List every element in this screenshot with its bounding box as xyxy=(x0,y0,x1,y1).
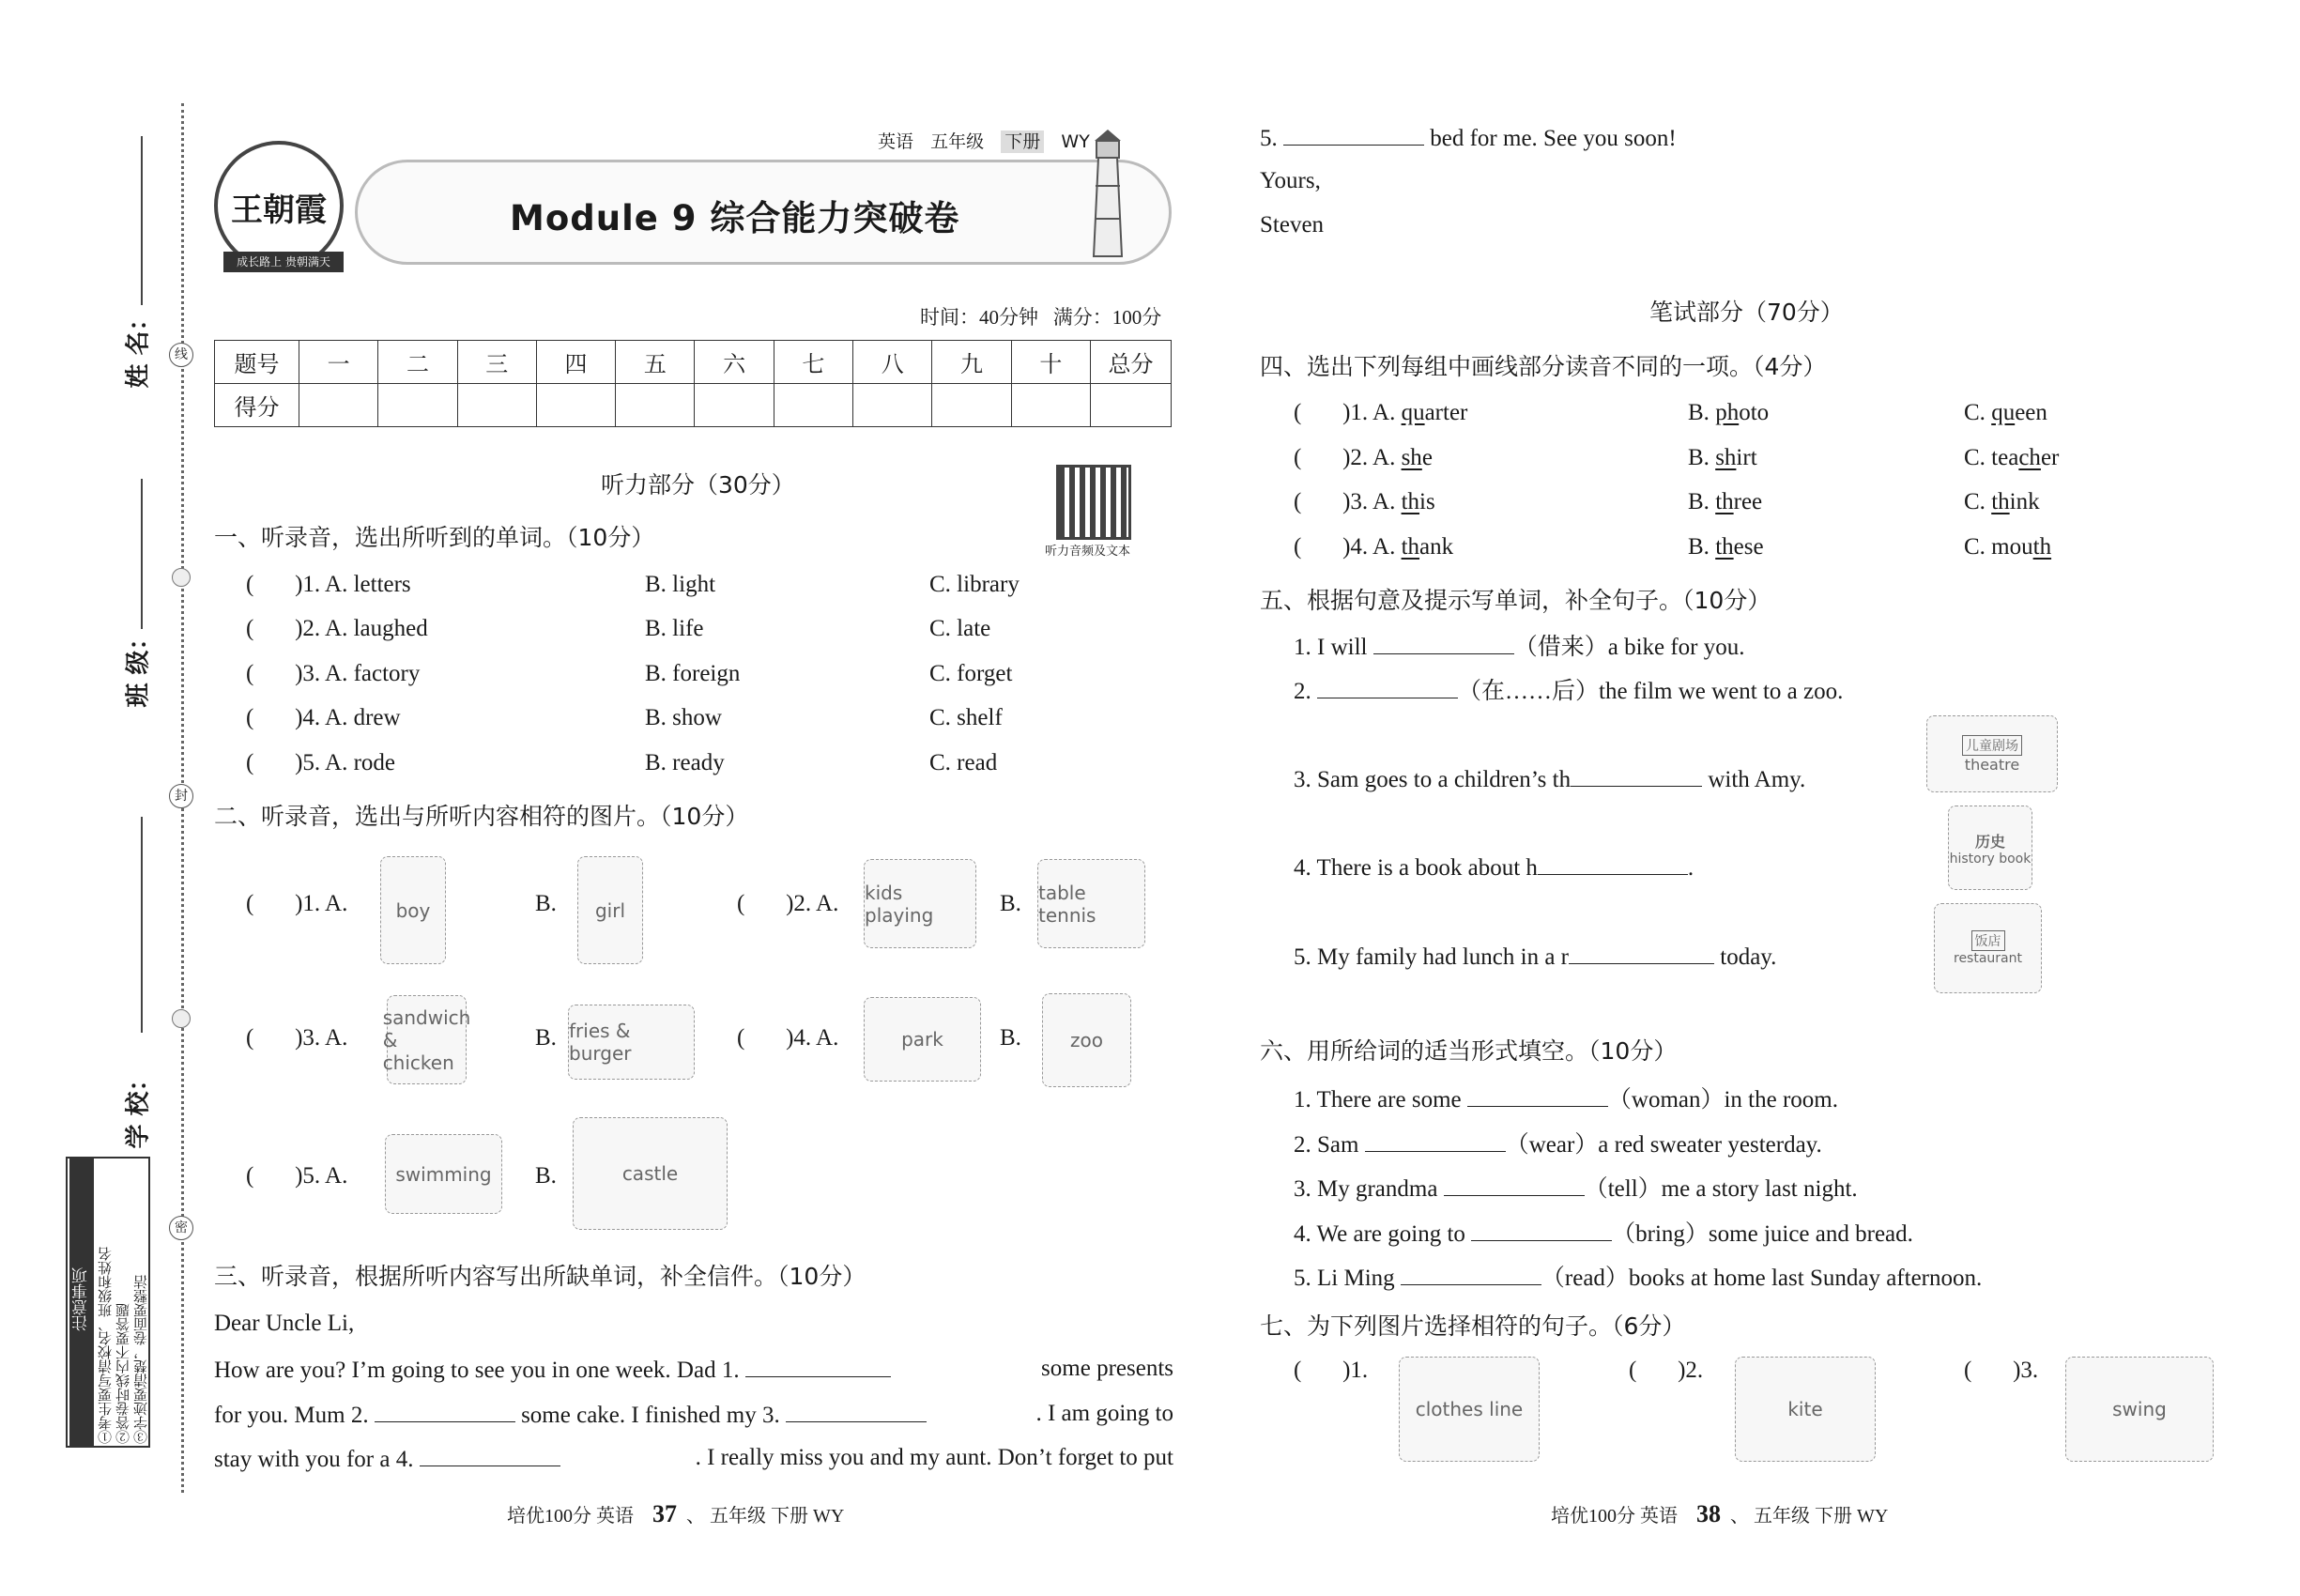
s4-label: )3. A. xyxy=(1342,489,1402,514)
s5-text: （在……后）the film we went to a zoo. xyxy=(1458,679,1844,704)
name-label: 姓 名： xyxy=(124,306,153,389)
tag-edition: WY xyxy=(1061,131,1090,152)
s4-item: ( )1. A. quarter xyxy=(1294,400,1468,425)
s4-label: )4. A. xyxy=(1342,534,1402,560)
score-table-header-row xyxy=(215,341,1172,384)
letter-salutation: Dear Uncle Li, xyxy=(214,1311,355,1336)
s4-underline: th xyxy=(1715,489,1734,514)
answer-blank[interactable] xyxy=(1571,766,1702,787)
s4-rest: e xyxy=(1421,445,1433,470)
s4-pre: B. xyxy=(1688,489,1716,514)
tag-grade: 五年级 xyxy=(930,131,985,152)
letter-line-4 xyxy=(1260,125,1677,150)
page-title: Module 9 综合能力突破卷 xyxy=(510,198,960,238)
s2-pic-park xyxy=(864,997,981,1082)
s2-b-label: B. xyxy=(535,1025,557,1051)
s7-pic-swing xyxy=(2065,1357,2214,1462)
s4-rest: is xyxy=(1419,489,1435,514)
score-table-cell: 总分 xyxy=(1091,341,1172,384)
s7-pic-caption: kite xyxy=(1787,1398,1823,1420)
s4-rest: arter xyxy=(1424,400,1468,425)
s4-item: ( )2. A. she xyxy=(1294,445,1433,470)
s2-pic-caption: park xyxy=(901,1028,943,1051)
score-input-cell[interactable] xyxy=(932,384,1011,427)
s1-option-b: B. life xyxy=(645,616,704,641)
binding-circle xyxy=(172,1009,191,1028)
s4-item: ( )4. A. thank xyxy=(1294,534,1454,560)
footer-left xyxy=(507,1500,844,1528)
footer-right xyxy=(1551,1500,1888,1528)
s4-pre: C. xyxy=(1964,400,1992,425)
school-label: 学 校： xyxy=(124,1067,153,1149)
s1-title: 一、听录音，选出所听到的单词。（10分） xyxy=(214,524,655,551)
s2-pic-caption: girl xyxy=(594,898,626,922)
score-input-cell[interactable] xyxy=(299,384,378,427)
s1-option-c: C. late xyxy=(929,616,991,641)
s5-text: （借来）a bike for you. xyxy=(1513,635,1745,660)
s4-pre: B. xyxy=(1688,445,1716,470)
written-title: 笔试部分（70分） xyxy=(1649,299,1844,326)
s6-text: 1. There are some xyxy=(1294,1087,1462,1113)
s2-pic-zoo xyxy=(1042,993,1131,1087)
score-table-cell: 七 xyxy=(774,341,852,384)
score-input-cell[interactable] xyxy=(1091,384,1172,427)
letter-signature: Steven xyxy=(1260,212,1325,238)
s5-text: today. xyxy=(1720,944,1777,970)
s4-underline: sh xyxy=(1401,445,1422,470)
s5-text: . xyxy=(1687,855,1694,881)
s5-q2 xyxy=(1294,678,1843,703)
s7-pic-caption: clothes line xyxy=(1415,1398,1524,1420)
s4-rest: ree xyxy=(1733,489,1763,514)
s4-underline: sh xyxy=(1715,445,1737,470)
s5-q5 xyxy=(1294,944,1776,969)
s2-pic-caption: swimming xyxy=(395,1162,492,1186)
brand-banner xyxy=(223,252,344,272)
s5-q1 xyxy=(1294,634,1745,659)
s1-option-c: C. shelf xyxy=(929,705,1003,730)
notice-item xyxy=(114,1162,130,1444)
letter-text: 5. xyxy=(1260,126,1278,151)
s4-option-c xyxy=(1964,535,2051,559)
s2-q4: ( )4. A. xyxy=(737,1025,839,1051)
s2-q5: ( )5. A. xyxy=(246,1163,348,1189)
s4-label: )1. A. xyxy=(1342,400,1402,425)
school-line xyxy=(141,817,143,1033)
s6-text: （woman）in the room. xyxy=(1607,1087,1838,1113)
answer-blank[interactable] xyxy=(1401,1265,1541,1285)
s4-rest: ink xyxy=(2009,489,2040,514)
listening-title: 听力部分（30分） xyxy=(601,471,795,499)
s2-q2-label: )2. A. xyxy=(786,891,839,916)
notice-title xyxy=(69,1159,94,1446)
footer-text: 培优100分 英语 xyxy=(507,1506,634,1527)
notice-item-text: ①考生要写清校名、班级和姓名 xyxy=(99,1247,114,1444)
s2-pic-caption: zoo xyxy=(1070,1029,1103,1051)
exam-time-text: 时间：40分钟 xyxy=(920,306,1038,329)
header-tags xyxy=(878,128,1090,153)
s4-rest: ank xyxy=(1419,534,1454,560)
class-label: 班 级： xyxy=(124,625,153,708)
s7-q1: ( )1. xyxy=(1294,1358,1369,1383)
score-table-cell: 十 xyxy=(1011,341,1090,384)
footer-text: 、 五年级 下册 WY xyxy=(686,1506,845,1527)
s6-text: （wear）a red sweater yesterday. xyxy=(1505,1132,1822,1158)
exam-time xyxy=(920,308,1161,328)
notice-item-text: ②答卷时线内不要答题 xyxy=(116,1303,131,1444)
letter-text: some presents xyxy=(1041,1356,1173,1381)
s1-option-c: C. forget xyxy=(929,661,1013,686)
s5-text: with Amy. xyxy=(1708,767,1806,792)
score-table-cell: 题号 xyxy=(215,341,299,384)
answer-blank[interactable] xyxy=(1365,1131,1506,1152)
answer-blank[interactable] xyxy=(1317,678,1458,698)
name-line xyxy=(141,136,143,305)
tag-term: 下册 xyxy=(1001,130,1044,153)
s7-title: 七、为下列图片选择相符的句子。（6分） xyxy=(1260,1312,1686,1340)
score-input-cell[interactable] xyxy=(536,384,615,427)
s2-pic-girl xyxy=(577,856,643,964)
score-table-cell: 八 xyxy=(853,341,932,384)
s2-q3: ( )3. A. xyxy=(246,1025,348,1051)
s7-pic-clothesline xyxy=(1399,1357,1540,1462)
letter-text: How are you? I’m going to see you in one week. Dad 1. xyxy=(214,1358,740,1383)
answer-blank[interactable] xyxy=(786,1402,927,1422)
cut-mark-text: 密 xyxy=(175,1220,188,1235)
s1-option-a: )4. A. drew xyxy=(295,705,401,730)
s2-pic-caption: kids playing xyxy=(865,881,934,927)
letter-line-2 xyxy=(214,1402,1173,1427)
score-input-cell[interactable] xyxy=(695,384,774,427)
s2-q1: ( )1. A. xyxy=(246,891,348,916)
s1-option-c: C. read xyxy=(929,750,998,775)
answer-blank[interactable] xyxy=(375,1402,515,1422)
s2-q2: ( )2. A. xyxy=(737,891,839,916)
s5-text: 4. There is a book about h xyxy=(1294,855,1538,881)
s4-rest: ese xyxy=(1733,534,1764,560)
s5-text: 3. Sam goes to a children’s th xyxy=(1294,767,1572,792)
score-input-cell[interactable] xyxy=(457,384,536,427)
s2-pic-caption: fries & burger xyxy=(569,1020,632,1065)
letter-closing: Yours, xyxy=(1260,168,1321,193)
s5-q4 xyxy=(1294,854,1694,880)
s2-b-label: B. xyxy=(535,1163,557,1189)
qr-code-icon[interactable] xyxy=(1056,465,1131,540)
s4-underline: qu xyxy=(1401,400,1425,425)
letter-text: . I really miss you and my aunt. Don’t forget to put xyxy=(695,1445,1173,1470)
score-table-score-row xyxy=(215,384,1172,427)
score-table xyxy=(214,340,1172,427)
s4-rest: een xyxy=(2015,400,2047,425)
s5-pic-caption: restaurant xyxy=(1954,951,2022,966)
s1-option-b: B. light xyxy=(645,572,716,597)
s2-pic-kids xyxy=(864,859,976,948)
s4-rest: oto xyxy=(1739,400,1770,425)
s2-pic-caption: sandwich & chicken xyxy=(382,1005,471,1074)
cut-mark-text: 线 xyxy=(175,347,188,362)
s5-pic-sign: 儿童剧场 xyxy=(1962,735,2022,756)
letter-text: . I am going to xyxy=(1035,1401,1173,1426)
notice-title-text: 注意事项 xyxy=(72,1267,91,1331)
letter-line-1 xyxy=(214,1357,1173,1382)
s1-option-a: )2. A. laughed xyxy=(295,616,428,641)
cut-mark-text: 封 xyxy=(175,789,188,804)
s4-underline: th xyxy=(2032,534,2052,560)
s6-text: 5. Li Ming xyxy=(1294,1266,1395,1291)
s6-text: 3. My grandma xyxy=(1294,1176,1438,1202)
s1-item: ( )5. A. rode xyxy=(246,750,395,775)
s2-pic-caption: castle xyxy=(621,1162,679,1185)
page-number: 37 xyxy=(652,1500,677,1527)
score-table-cell: 九 xyxy=(932,341,1011,384)
s1-option-a: )5. A. rode xyxy=(295,750,395,775)
letter-text: bed for me. See you soon! xyxy=(1430,126,1677,151)
s7-pic-kite xyxy=(1735,1357,1876,1462)
answer-blank[interactable] xyxy=(420,1446,560,1466)
s2-pic-fries xyxy=(568,1005,695,1080)
notice-box xyxy=(66,1157,150,1448)
s4-pre: B. xyxy=(1688,400,1716,425)
s4-pre: C. mou xyxy=(1964,534,2033,560)
s4-underline: ch xyxy=(2018,445,2041,470)
letter-text: stay with you for a 4. xyxy=(214,1447,414,1472)
s2-pic-caption: boy xyxy=(395,898,431,922)
s7-pic-caption: swing xyxy=(2112,1398,2167,1420)
s2-b-label: B. xyxy=(1000,891,1021,916)
score-input-cell[interactable] xyxy=(774,384,852,427)
s6-text: （tell）me a story last night. xyxy=(1584,1176,1858,1202)
s4-underline: th xyxy=(1715,534,1734,560)
brand-name: 王朝霞 xyxy=(231,192,327,229)
answer-blank[interactable] xyxy=(1538,854,1688,875)
s6-text: （read）books at home last Sunday afternoon. xyxy=(1541,1266,1983,1291)
s4-pre: C. tea xyxy=(1964,445,2019,470)
notice-item xyxy=(131,1162,148,1444)
s4-rest: er xyxy=(2040,445,2060,470)
s6-text: 4. We are going to xyxy=(1294,1221,1465,1247)
s2-pic-swimming xyxy=(385,1134,502,1214)
score-table-cell: 五 xyxy=(616,341,695,384)
s2-q1-label: )1. A. xyxy=(295,891,348,916)
score-table-cell: 四 xyxy=(536,341,615,384)
s5-pic-sign: 饭店 xyxy=(1971,930,2005,951)
s2-pic-boy xyxy=(380,856,446,964)
s2-pic-castle xyxy=(573,1117,728,1230)
footer-text: 、 五年级 下册 WY xyxy=(1730,1506,1889,1527)
s2-b-label: B. xyxy=(1000,1025,1021,1051)
score-input-cell[interactable] xyxy=(1011,384,1090,427)
score-table-cell: 一 xyxy=(299,341,378,384)
s5-pic-caption: theatre xyxy=(1964,755,2020,774)
s4-option-b xyxy=(1688,446,1757,469)
s7-q3: ( )3. xyxy=(1964,1358,2039,1383)
score-table-cell: 六 xyxy=(695,341,774,384)
tag-subject: 英语 xyxy=(878,131,914,152)
s6-text: 2. Sam xyxy=(1294,1132,1359,1158)
answer-blank[interactable] xyxy=(1444,1175,1585,1196)
s6-text: （bring）some juice and bread. xyxy=(1612,1221,1913,1247)
score-input-cell[interactable] xyxy=(616,384,695,427)
s1-option-b: B. show xyxy=(645,705,722,730)
s1-option-b: B. foreign xyxy=(645,661,741,686)
s1-item: ( )1. A. letters xyxy=(246,572,411,597)
s4-item: ( )3. A. this xyxy=(1294,489,1435,514)
brand-slogan: 成长路上 贵朝满天 xyxy=(237,255,330,269)
s4-underline: ph xyxy=(1715,400,1740,425)
answer-blank[interactable] xyxy=(1283,125,1424,146)
binding-circle xyxy=(172,568,191,587)
s2-pic-sandwich xyxy=(382,995,471,1084)
s4-pre: B. xyxy=(1688,534,1716,560)
s7-label: )1. xyxy=(1342,1358,1369,1383)
s2-pic-tabletennis xyxy=(1037,859,1145,948)
score-input-cell[interactable] xyxy=(378,384,457,427)
s6-title: 六、用所给词的适当形式填空。（10分） xyxy=(1260,1037,1678,1065)
s1-item: ( )4. A. drew xyxy=(246,705,401,730)
notice-item-text: ③字迹要清楚，卷面要整洁 xyxy=(134,1275,149,1444)
s6-q2 xyxy=(1294,1131,1822,1157)
s2-q3-label: )3. A. xyxy=(295,1025,348,1051)
s1-option-a: )1. A. letters xyxy=(295,572,411,597)
cut-mark-1 xyxy=(169,343,193,367)
score-table-cell: 三 xyxy=(457,341,536,384)
s4-underline: th xyxy=(1991,489,2010,514)
s4-label: )2. A. xyxy=(1342,445,1402,470)
s2-b-label: B. xyxy=(535,891,557,916)
s7-label: )3. xyxy=(2013,1358,2039,1383)
s1-option-a: )3. A. factory xyxy=(295,661,421,686)
s4-option-c xyxy=(1964,401,2047,424)
s1-item: ( )3. A. factory xyxy=(246,661,421,686)
letter-line-3 xyxy=(214,1446,1173,1471)
s6-q4 xyxy=(1294,1220,1913,1246)
s5-pic-sign: 历史 xyxy=(1974,832,2005,851)
s5-text: 1. I will xyxy=(1294,635,1368,660)
score-table-cell: 二 xyxy=(378,341,457,384)
s5-title: 五、根据句意及提示写单词，补全句子。（10分） xyxy=(1260,587,1771,614)
s1-option-b: B. ready xyxy=(645,750,725,775)
s1-item: ( )2. A. laughed xyxy=(246,616,428,641)
lighthouse-icon xyxy=(1084,130,1131,261)
s6-q5 xyxy=(1294,1265,1982,1290)
s7-label: )2. xyxy=(1678,1358,1704,1383)
letter-text: for you. Mum 2. xyxy=(214,1403,369,1428)
s4-underline: th xyxy=(1401,489,1420,514)
s4-option-b xyxy=(1688,535,1764,559)
s2-pic-caption: table tennis xyxy=(1038,881,1096,927)
letter-text: some cake. I finished my 3. xyxy=(521,1403,780,1428)
s2-title: 二、听录音，选出与所听内容相符的图片。（10分） xyxy=(214,803,749,830)
s2-q5-label: )5. A. xyxy=(295,1163,348,1189)
s4-option-b xyxy=(1688,401,1769,424)
footer-text: 培优100分 英语 xyxy=(1551,1506,1678,1527)
notice-item xyxy=(96,1162,113,1444)
s5-pic-theatre xyxy=(1926,715,2058,792)
s6-q1 xyxy=(1294,1086,1838,1112)
s4-underline: qu xyxy=(1991,400,2016,425)
s4-option-c xyxy=(1964,490,2040,514)
exam-full-score: 满分：100分 xyxy=(1052,306,1162,329)
s4-rest: irt xyxy=(1736,445,1757,470)
score-table-cell: 得分 xyxy=(215,384,299,427)
score-input-cell[interactable] xyxy=(853,384,932,427)
answer-blank[interactable] xyxy=(1471,1220,1612,1241)
answer-blank[interactable] xyxy=(745,1357,891,1377)
s5-q3 xyxy=(1294,766,1805,791)
s5-pic-restaurant xyxy=(1934,903,2042,993)
s5-pic-history-book xyxy=(1948,806,2032,890)
s6-q3 xyxy=(1294,1175,1858,1201)
s4-option-b xyxy=(1688,490,1762,514)
s4-pre: C. xyxy=(1964,489,1992,514)
cut-mark-2 xyxy=(169,784,193,808)
page-number: 38 xyxy=(1696,1500,1721,1527)
s5-text: 5. My family had lunch in a r xyxy=(1294,944,1569,970)
s3-title: 三、听录音，根据所听内容写出所缺单词，补全信件。（10分） xyxy=(214,1263,866,1290)
s4-underline: th xyxy=(1401,534,1420,560)
s5-pic-caption: history book xyxy=(1949,851,2032,867)
s7-q2: ( )2. xyxy=(1629,1358,1704,1383)
qr-caption: 听力音频及文本 xyxy=(1045,544,1131,558)
answer-blank[interactable] xyxy=(1373,634,1514,654)
answer-blank[interactable] xyxy=(1467,1086,1608,1107)
s2-q4-label: )4. A. xyxy=(786,1025,839,1051)
cut-mark-3 xyxy=(169,1216,193,1240)
s1-option-c: C. library xyxy=(929,572,1020,597)
answer-blank[interactable] xyxy=(1569,944,1714,964)
s4-option-c xyxy=(1964,446,2059,469)
s5-text: 2. xyxy=(1294,679,1311,704)
s4-title: 四、选出下列每组中画线部分读音不同的一项。（4分） xyxy=(1260,353,1827,380)
